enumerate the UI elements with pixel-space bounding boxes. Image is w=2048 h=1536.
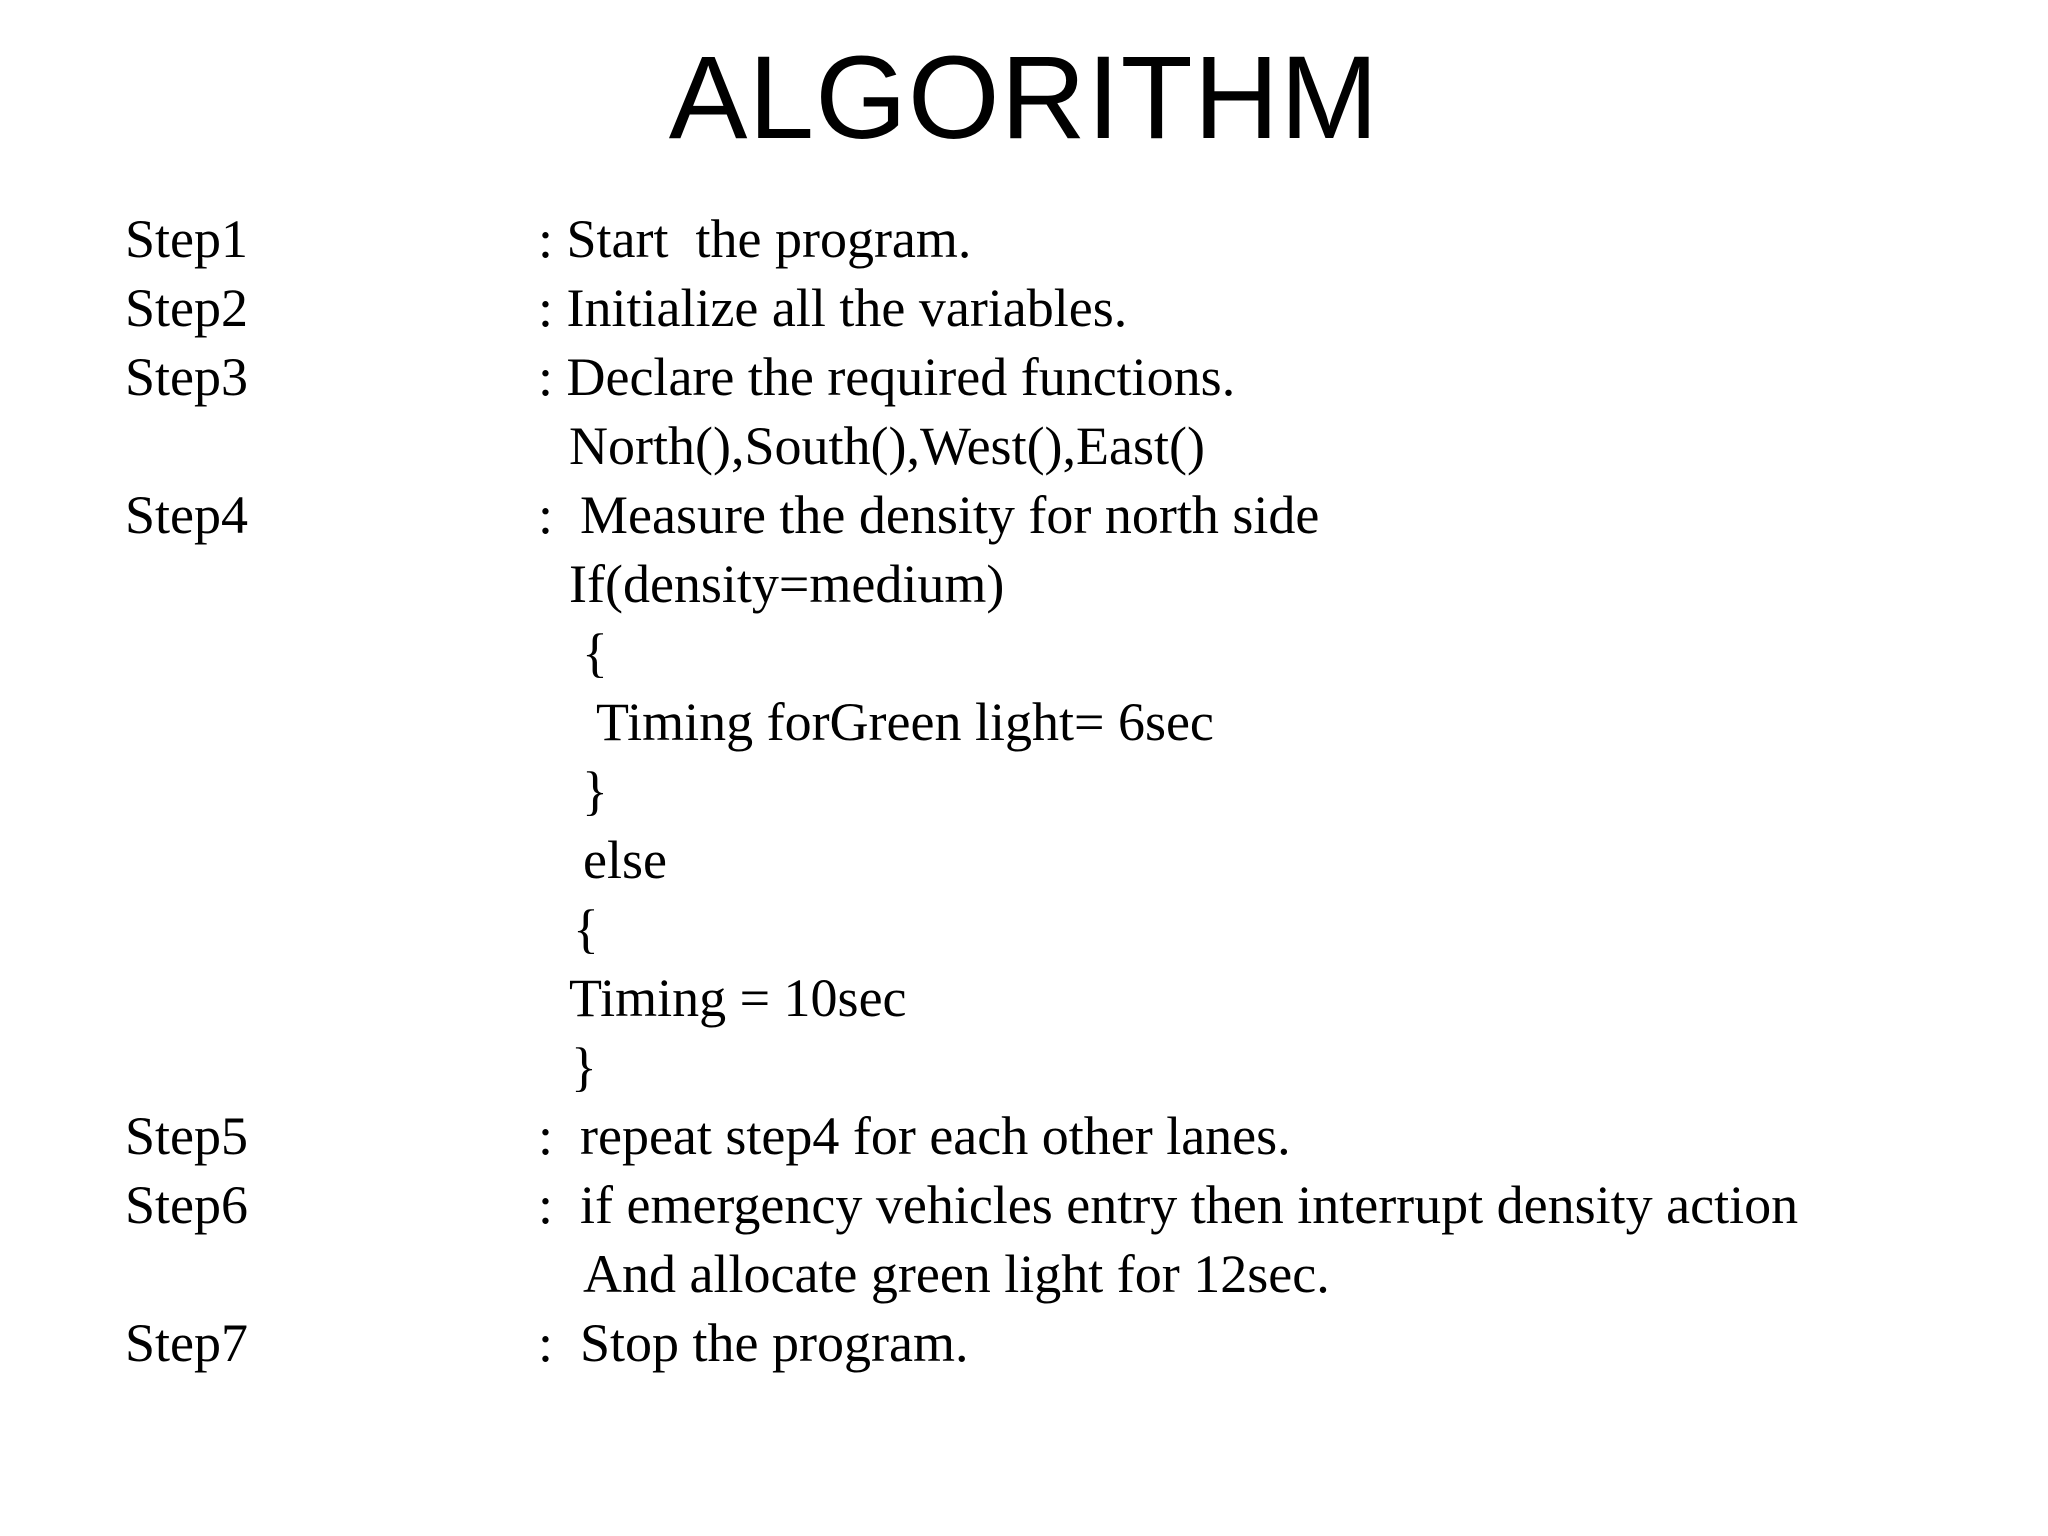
step1-label: Step1 [125, 209, 249, 269]
step3-continuation: North(),South(),West(),East() [569, 416, 1205, 476]
step4-close-brace-2: } [571, 1037, 597, 1097]
step4-close-brace-1: } [582, 761, 608, 821]
step5-text: : repeat step4 for each other lanes. [538, 1106, 1291, 1166]
step4-text: : Measure the density for north side [538, 485, 1320, 545]
step4-label: Step4 [125, 485, 249, 545]
step4-then-line: Timing forGreen light= 6sec [596, 692, 1214, 752]
step6-continuation: And allocate green light for 12sec. [583, 1244, 1330, 1304]
step3-label: Step3 [125, 347, 249, 407]
step6-label: Step6 [125, 1175, 249, 1235]
step5-label: Step5 [125, 1106, 249, 1166]
step6-text: : if emergency vehicles entry then interrupt density action [538, 1175, 1799, 1235]
step7-label: Step7 [125, 1313, 249, 1373]
step2-label: Step2 [125, 278, 249, 338]
step7-text: : Stop the program. [538, 1313, 969, 1373]
step4-if-line: If(density=medium) [569, 554, 1005, 614]
step4-open-brace-1: { [582, 623, 608, 683]
step4-else-body: Timing = 10sec [569, 968, 907, 1028]
step2-text: : Initialize all the variables. [538, 278, 1128, 338]
slide-title: ALGORITHM [668, 32, 1380, 164]
step4-else-line: else [583, 830, 667, 890]
step3-text: : Declare the required functions. [538, 347, 1236, 407]
step1-text: : Start the program. [538, 209, 972, 269]
step4-open-brace-2: { [573, 899, 599, 959]
